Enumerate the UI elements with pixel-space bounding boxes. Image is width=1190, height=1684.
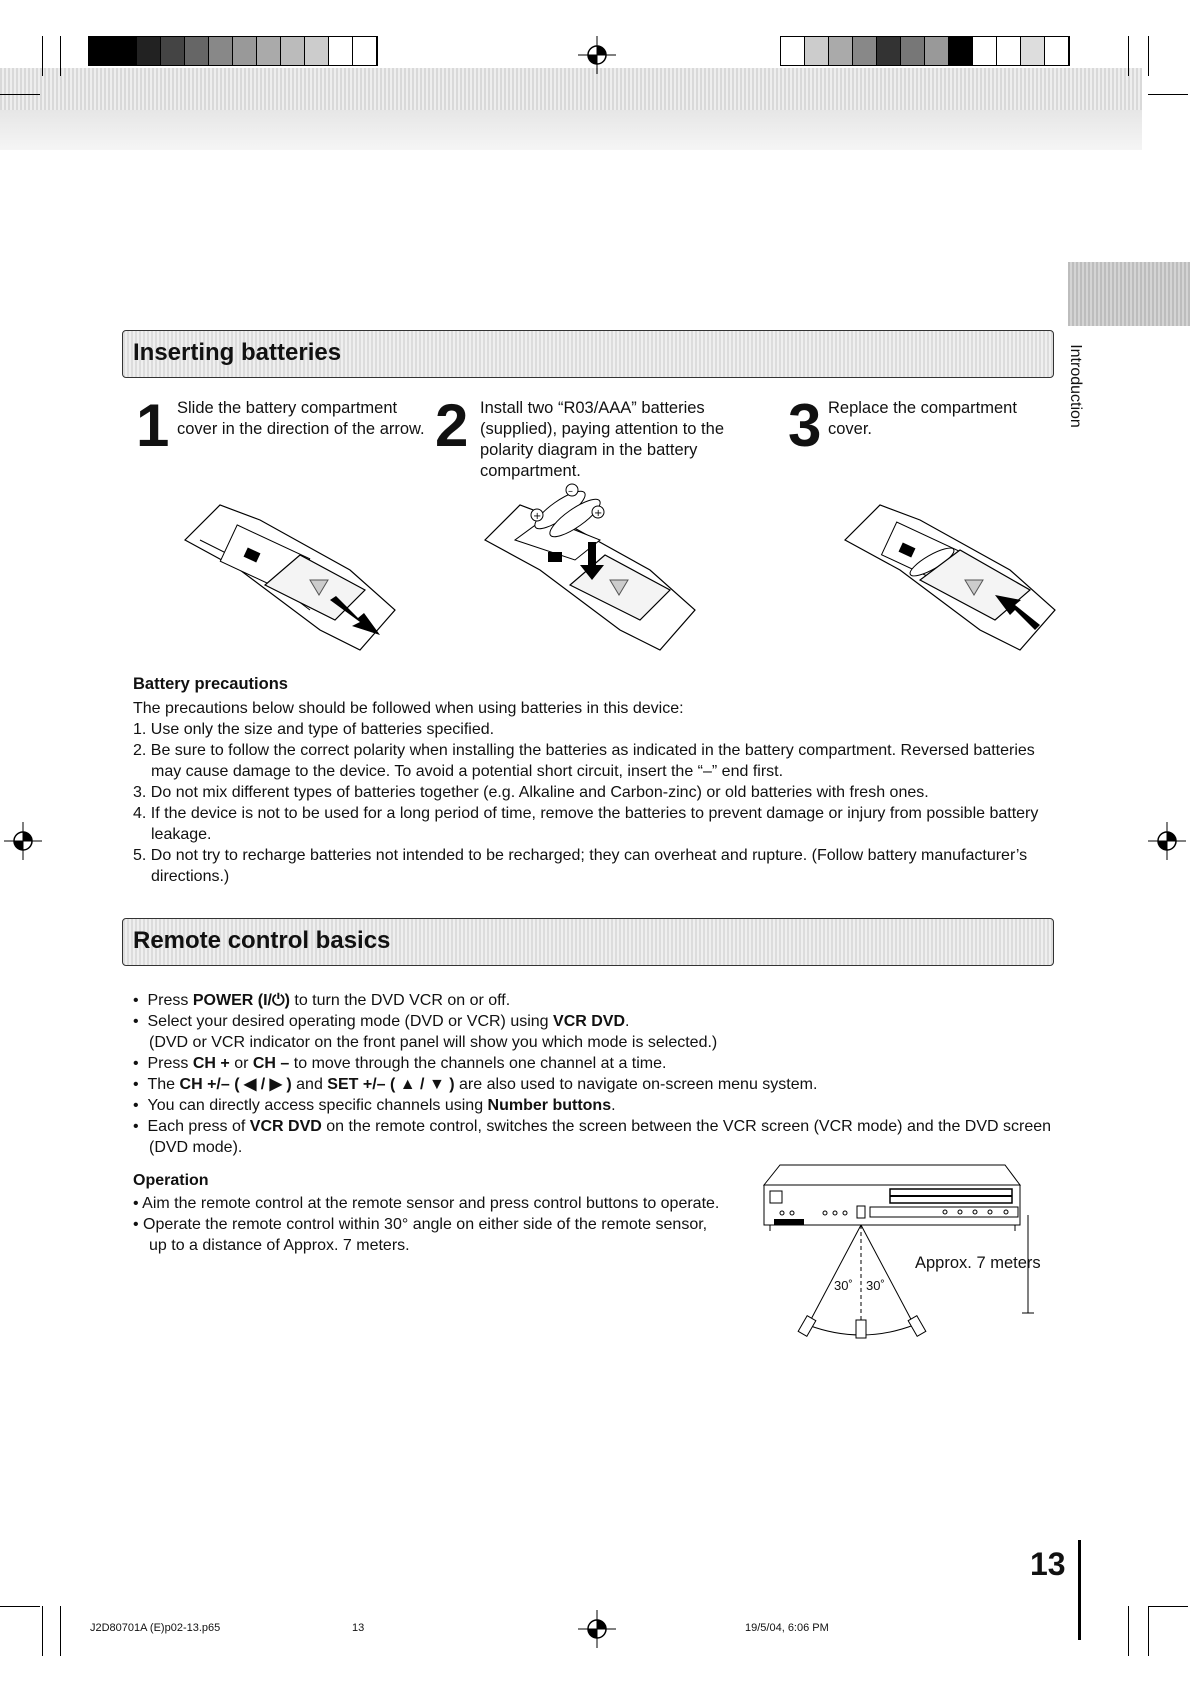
list-item: • Aim the remote control at the remote sensor and press control buttons to operate. xyxy=(133,1195,720,1212)
remote-range-diagram xyxy=(760,1155,1050,1340)
text: Press xyxy=(147,1055,193,1072)
crop-mark xyxy=(1148,94,1188,95)
svg-text:–: – xyxy=(568,486,573,497)
registration-mark-left xyxy=(4,822,42,860)
list-item: • You can directly access specific channels using Number buttons. xyxy=(133,1097,616,1114)
remote-illustration-step3 xyxy=(840,500,1060,660)
section-header-batteries xyxy=(122,330,1054,378)
button-name: VCR DVD xyxy=(553,1013,626,1030)
side-tab-text: Introduction xyxy=(1067,344,1084,428)
footer-timestamp: 19/5/04, 6:06 PM xyxy=(745,1622,829,1634)
step-text: Slide the battery compartment cover in the direction of the arrow. xyxy=(177,399,425,438)
precautions-intro: The precautions below should be followed when using batteries in this device: xyxy=(133,700,684,717)
crop-mark xyxy=(42,36,43,76)
svg-text:+: + xyxy=(533,511,542,522)
step-text: Replace the compartment cover. xyxy=(828,399,1017,438)
crop-mark xyxy=(1148,36,1149,76)
step-number: 2 xyxy=(435,392,469,459)
crop-mark xyxy=(42,1606,43,1656)
operation-list xyxy=(133,1193,723,1256)
button-name: SET +/– ( ▲ / ▼ ) xyxy=(327,1076,455,1093)
crop-mark xyxy=(1128,36,1129,76)
text: You can directly access specific channels using xyxy=(147,1097,488,1114)
step-number: 1 xyxy=(136,392,170,459)
section-title: Inserting batteries xyxy=(133,339,342,366)
registration-bar-right xyxy=(780,36,1070,66)
registration-bar-left xyxy=(88,36,378,66)
text: or xyxy=(229,1055,253,1072)
list-item: • Operate the remote control within 30° angle on either side of the remote sensor, up to a distance of Approx. 7 meters. xyxy=(133,1216,708,1254)
button-name: CH – xyxy=(252,1055,290,1072)
registration-mark-top xyxy=(578,36,616,74)
remote-illustration-step2 xyxy=(480,480,710,655)
section-title: Remote control basics xyxy=(133,927,391,954)
list-item: • Press CH + or CH – to move through the channels one channel at a time. xyxy=(133,1055,667,1072)
registration-mark-right xyxy=(1148,822,1186,860)
text: Select your desired operating mode (DVD or VCR) using xyxy=(147,1013,554,1030)
text: . xyxy=(611,1097,616,1114)
crop-mark xyxy=(60,36,61,76)
button-name: POWER (I/⏻) xyxy=(192,992,290,1009)
remote-basics-list xyxy=(133,990,1053,1158)
footer-file: J2D80701A (E)p02-13.p65 xyxy=(90,1622,221,1634)
list-item: 2. Be sure to follow the correct polarity when installing the batteries as indicated in the battery compartment. Reversed batteries may cause damage to the device. To avoid a potential short circuit, insert the “–” end first. xyxy=(133,742,1035,780)
text: Press xyxy=(147,992,193,1009)
side-tab xyxy=(1068,262,1190,326)
crop-mark xyxy=(60,1606,61,1656)
crop-mark xyxy=(1148,1606,1149,1656)
list-item: • Select your desired operating mode (DVD or VCR) using VCR DVD. (DVD or VCR indicator on the front panel will show you which mode is selected.) xyxy=(133,1013,718,1051)
footer-page: 13 xyxy=(352,1622,365,1634)
text: on the remote control, switches the screen between the VCR screen (VCR mode) and the DVD screen (DVD mode). xyxy=(149,1118,1052,1156)
text: The xyxy=(147,1076,180,1093)
header-band xyxy=(0,68,1142,150)
angle-label-right: 30˚ xyxy=(866,1278,885,1293)
text: . xyxy=(625,1013,630,1030)
button-name: Number buttons xyxy=(487,1097,612,1114)
page-number-rule xyxy=(1078,1540,1081,1640)
operation-heading: Operation xyxy=(133,1172,209,1189)
note: (DVD or VCR indicator on the front panel will show you which mode is selected.) xyxy=(149,1034,718,1051)
svg-text:+: + xyxy=(594,508,603,519)
side-tab-label xyxy=(1060,336,1090,436)
section-header-remote xyxy=(122,918,1054,966)
crop-mark xyxy=(1148,1606,1188,1607)
page-number: 13 xyxy=(1030,1546,1066,1582)
text: to turn the DVD VCR on or off. xyxy=(289,992,511,1009)
button-name: CH +/– ( ◀ / ▶ ) xyxy=(179,1076,292,1093)
precautions-heading: Battery precautions xyxy=(133,675,288,693)
text: Each press of xyxy=(147,1118,250,1135)
text: Operate the remote control within 30° angle on either side of the remote sensor, up to a distance of Approx. 7 meters. xyxy=(143,1216,708,1254)
list-item: • Press POWER (I/⏻) to turn the DVD VCR on or off. xyxy=(133,992,511,1009)
text: and xyxy=(291,1076,328,1093)
distance-label: Approx. 7 meters xyxy=(915,1254,1041,1272)
remote-illustration-step1 xyxy=(180,500,400,655)
list-item: 3. Do not mix different types of batteries together (e.g. Alkaline and Carbon-zinc) or old batteries with fresh ones. xyxy=(133,784,929,801)
list-item: • The CH +/– ( ◀ / ▶ ) and SET +/– ( ▲ / ▼ ) are also used to navigate on-screen menu system. xyxy=(133,1076,818,1093)
button-name: CH + xyxy=(192,1055,230,1072)
list-item: • Each press of VCR DVD on the remote control, switches the screen between the VCR screen (VCR mode) and the DVD screen (DVD mode). xyxy=(133,1118,1052,1156)
text: Aim the remote control at the remote sensor and press control buttons to operate. xyxy=(142,1195,720,1212)
text: are also used to navigate on-screen menu system. xyxy=(454,1076,818,1093)
crop-mark xyxy=(0,94,40,95)
list-item: 5. Do not try to recharge batteries not intended to be recharged; they can overheat and rupture. (Follow battery manufacturer’s directions.) xyxy=(133,847,1028,885)
step-text: Install two “R03/AAA” batteries (supplied), paying attention to the polarity diagram in the battery compartment. xyxy=(480,399,724,480)
crop-mark xyxy=(0,1606,40,1607)
precautions-list xyxy=(133,719,1053,887)
registration-mark-bottom xyxy=(578,1610,616,1648)
button-name: VCR DVD xyxy=(249,1118,322,1135)
list-item: 4. If the device is not to be used for a long period of time, remove the batteries to prevent damage or injury from possible battery leakage. xyxy=(133,805,1039,843)
crop-mark xyxy=(1128,1606,1129,1656)
list-item: 1. Use only the size and type of batteries specified. xyxy=(133,721,495,738)
step-number: 3 xyxy=(788,392,822,459)
text: to move through the channels one channel at a time. xyxy=(289,1055,667,1072)
angle-label-left: 30˚ xyxy=(834,1278,853,1293)
